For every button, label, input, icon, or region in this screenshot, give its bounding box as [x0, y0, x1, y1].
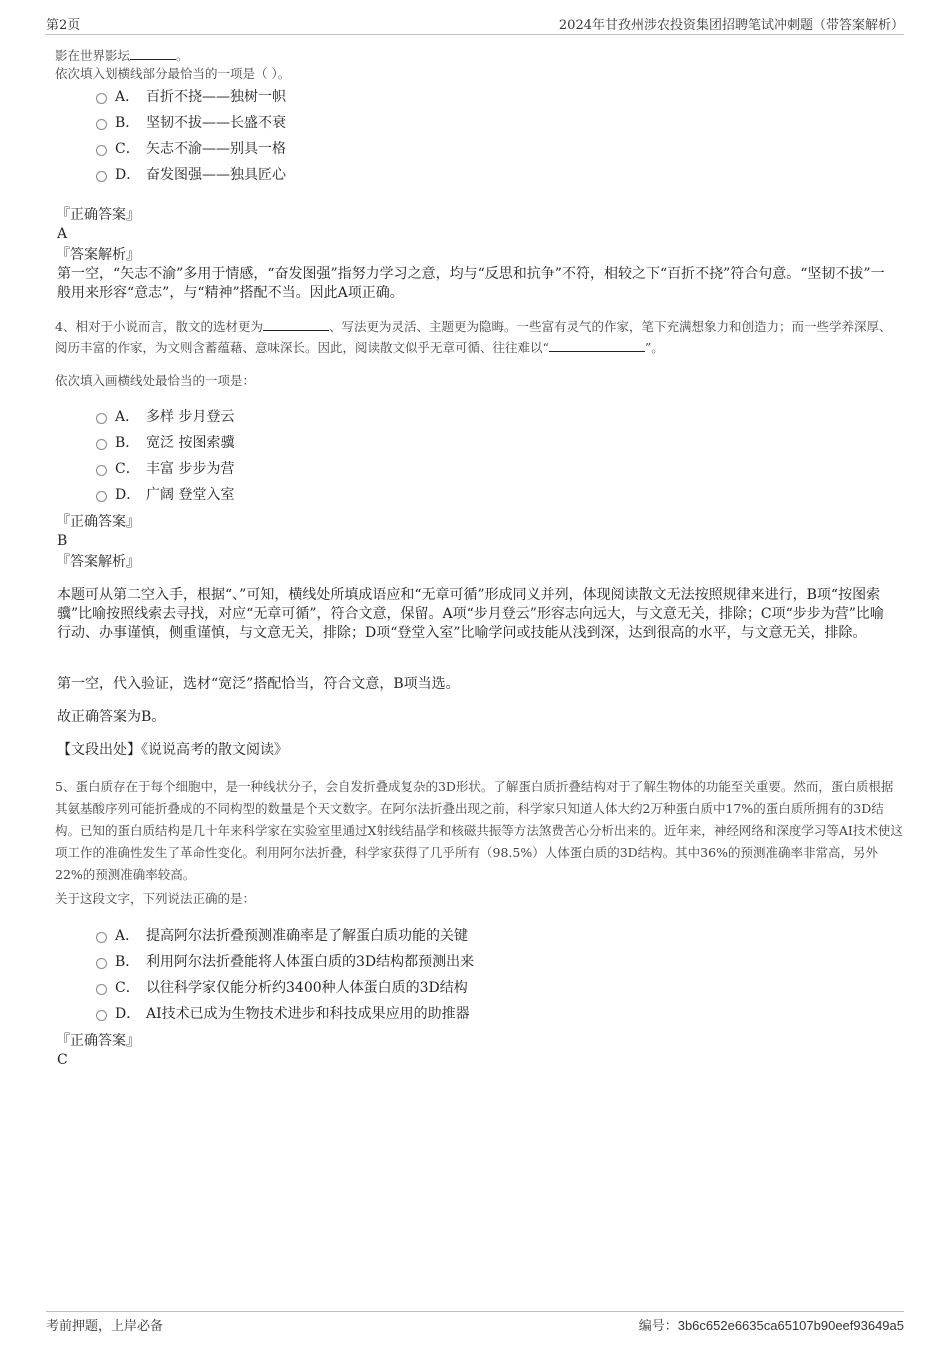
q4-analysis-paragraph-1: 本题可从第二空入手，根据“、”可知，横线处所填成语应和“无章可循”形成同义并列，体现阅读散文无法按照规律来进行，B项“按图索骥”比喻按照线索去寻找，对应“无章可循”，符合文意，保留。A项“步月登云”形容志向远大，与文意无关，排除；C项“步步为营”比喻行动、办事谨慎，侧重谨慎，与文意无关，排除；D项“登堂入室”比喻学问或技能从浅到深，达到很高的水平，与文意无关，排除。: [57, 587, 884, 641]
q5-answer-label: 『正确答案』: [56, 1033, 140, 1049]
q5-instruction: 关于这段文字，下列说法正确的是：: [55, 891, 256, 906]
radio-icon[interactable]: [96, 1010, 107, 1021]
q4-analysis-paragraph-2: 第一空，代入验证，选材“宽泛”搭配恰当，符合文意，B项当选。: [57, 676, 460, 692]
q4-instruction: 依次填入画横线处最恰当的一项是：: [55, 373, 256, 388]
document-title: 2024年甘孜州涉农投资集团招聘笔试冲刺题（带答案解析）: [558, 18, 904, 33]
q3-instruction: 依次填入划横线部分最恰当的一项是（ ）。: [55, 66, 291, 81]
source-title: 《说说高考的散文阅读》: [141, 742, 288, 758]
fill-blank: [130, 45, 176, 60]
radio-icon[interactable]: [96, 932, 107, 943]
fill-blank: [549, 337, 645, 352]
q4-answer-label: 『正确答案』: [56, 514, 140, 530]
page-footer: [46, 1311, 904, 1334]
radio-icon[interactable]: [96, 465, 107, 476]
q3-analysis: 第一空，“矢志不渝”多用于情感，“奋发图强”指努力学习之意，均与“反思和抗争”不符，相较之下“百折不挠”符合句意。“坚韧不拔”一般用来形容“意志”，与“精神”搭配不当。因此A项正确。: [57, 266, 885, 301]
q4-analysis-paragraph-3: 故正确答案为B。: [57, 709, 166, 725]
q3-stem-tail: 影在世界影坛 。: [55, 45, 189, 67]
radio-icon[interactable]: [96, 93, 107, 104]
radio-icon[interactable]: [96, 984, 107, 995]
radio-icon[interactable]: [96, 171, 107, 182]
radio-icon[interactable]: [96, 491, 107, 502]
q4-analysis-label: 『答案解析』: [56, 554, 140, 570]
q3-analysis-label: 『答案解析』: [56, 247, 140, 263]
radio-icon[interactable]: [96, 119, 107, 130]
radio-icon[interactable]: [96, 413, 107, 424]
q3-answer-label: 『正确答案』: [56, 207, 140, 223]
page-number: 第2页: [46, 18, 81, 33]
q4-answer: B: [57, 533, 68, 549]
q4-source: [57, 741, 288, 760]
radio-icon[interactable]: [96, 958, 107, 969]
q5-answer: C: [57, 1052, 68, 1068]
q5-stem: 5、蛋白质存在于每个细胞中，是一种线状分子，会自发折叠成复杂的3D形状。了解蛋白质折叠结构对于了解生物体的功能至关重要。然而，蛋白质根据其氨基酸序列可能折叠成的不同构型的数量是个天文数字。在阿尔法折叠出现之前，科学家只知道人体大约2万种蛋白质中17%的蛋白质所拥有的3D结构。已知的蛋白质结构是几十年来科学家在实验室里通过X射线结晶学和核磁共振等方法煞费苦心分析出来的。近年来，神经网络和深度学习等AI技术使这项工作的准确性发生了革命性变化。利用阿尔法折叠，科学家获得了几乎所有（98.5%）人体蛋白质的3D结构。其中36%的预测准确率非常高，另外22%的预测准确率较高。: [55, 779, 903, 882]
radio-icon[interactable]: [96, 439, 107, 450]
source-label: 【文段出处】: [57, 742, 141, 758]
page-header: [46, 14, 904, 35]
footer-code: 编号：3b6c652e6635ca65107b90eef93649a5: [638, 1318, 904, 1334]
fill-blank: [263, 316, 329, 331]
radio-icon[interactable]: [96, 145, 107, 156]
q4-stem: 4、相对于小说而言，散文的选材更为 、写法更为灵活、主题更为隐晦。一些富有灵气的作家，笔下充满想象力和创造力；而一些学养深厚、阅历丰富的作家，为文则含蓄蕴藉、意味深长。因此，阅读散文似乎无章可循、往往难以“ ”。: [55, 316, 903, 358]
footer-slogan: 考前押题，上岸必备: [46, 1319, 164, 1334]
q3-answer: A: [57, 226, 68, 242]
